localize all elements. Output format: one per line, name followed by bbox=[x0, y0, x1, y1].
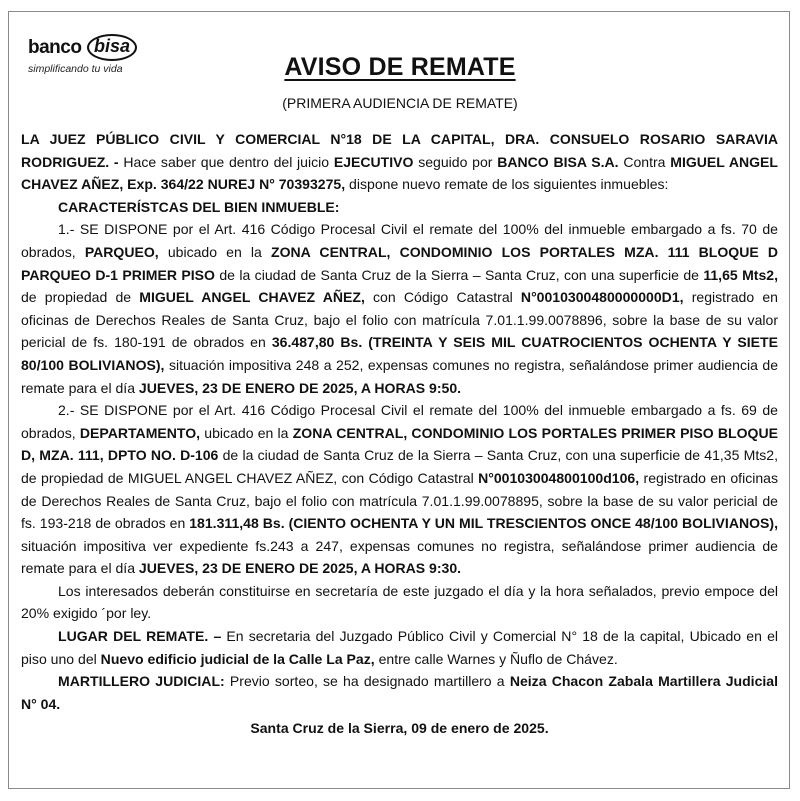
notice-title: AVISO DE REMATE bbox=[284, 53, 516, 81]
notice-subtitle: (PRIMERA AUDIENCIA DE REMATE) bbox=[282, 95, 518, 111]
section-heading: CARACTERÍSTCAS DEL BIEN INMUEBLE: bbox=[58, 198, 340, 215]
place-and-date: Santa Cruz de la Sierra, 09 de enero de 2025. bbox=[250, 720, 549, 737]
logo-tagline: simplificando tu vida bbox=[28, 63, 123, 75]
auctioneer-paragraph: MARTILLERO JUDICIAL: Previo sorteo, se ha designado martillero a Neiza Chacon Zabala Martillera Judicial N° 04. bbox=[21, 673, 779, 712]
debtor-name: MIGUEL ANGEL CHAVEZ AÑEZ, Exp. 364/22 NUREJ N° 70393275, bbox=[21, 153, 779, 193]
property-item-2: 2.- SE DISPONE por el Art. 416 Código Procesal Civil el remate del 100% del inmueble embargado a fs. 69 de obrados, DEPARTAMENTO, ubicado en la ZONA CENTRAL, CONDOMINIO LOS PORTALES PRIMER PISO BLOQUE D, MZA. 111, DPTO NO. D-106 de la ciudad de Santa Cruz de la Sierra – Santa Cruz, con una superficie de 41,35 Mts2, de propiedad de MIGUEL ANGEL CHAVEZ AÑEZ, con Código Catastral N°00103004800100d106, registrado en oficinas de Derechos Reales de Santa Cruz, bajo el folio con matrícula 7.01.1.99.0078895, sobre la base de su valor pericial de fs. 193-218 de obrados en 181.311,48 Bs. (CIENTO OCHENTA Y UN MIL TRESCIENTOS ONCE 48/100 BOLIVIANOS), situación impositiva ver expediente fs.243 a 247, expensas comunes no registra, señalándose primer audiencia de remate para el día JUEVES, 23 DE ENERO DE 2025, A HORAS 9:30. bbox=[21, 402, 778, 577]
interested-parties-paragraph: Los interesados deberán constituirse en secretaría de este juzgado el día y la hora señalados, previo empoce del 20% exigido ´por ley. bbox=[21, 582, 778, 622]
judge-name: LA JUEZ PÚBLICO CIVIL Y COMERCIAL N°18 DE LA CAPITAL, DRA. CONSUELO ROSARIO SARAVIA RODRIGUEZ. - bbox=[21, 131, 778, 170]
case-type: EJECUTIVO bbox=[333, 153, 414, 170]
creditor-name: BANCO BISA S.A. bbox=[497, 153, 619, 170]
property-item-1: 1.- SE DISPONE por el Art. 416 Código Procesal Civil el remate del 100% del inmueble embargado a fs. 70 de obrados, PARQUEO, ubicado en la ZONA CENTRAL, CONDOMINIO LOS PORTALES MZA. 111 BLOQUE D PARQUEO D-1 PRIMER PISO de la ciudad de Santa Cruz de la Sierra – Santa Cruz, con una superficie de 11,65 Mts2, de propiedad de MIGUEL ANGEL CHAVEZ AÑEZ, con Código Catastral N°0010300480000000D1, registrado en oficinas de Derechos Reales de Santa Cruz, bajo el folio con matrícula 7.01.1.99.0078896, sobre la base de su valor pericial de fs. 180-191 de obrados en 36.487,80 Bs. (TREINTA Y SEIS MIL CUATROCIENTOS OCHENTA Y SIETE 80/100 BOLIVIANOS), situación impositiva 248 a 252, expensas comunes no registra, señalándose primer audiencia de remate para el día JUEVES, 23 DE ENERO DE 2025, A HORAS 9:50. bbox=[21, 221, 779, 396]
notice-body bbox=[21, 128, 778, 740]
logo-word-banco: banco bbox=[28, 37, 82, 58]
logo-mark-bisa: bisa bbox=[87, 34, 137, 61]
auction-place-paragraph: LUGAR DEL REMATE. – En secretaria del Juzgado Público Civil y Comercial N° 18 de la capital, Ubicado en el piso uno del Nuevo edificio judicial de la Calle La Paz, entre calle Warnes y Ñuflo de Chávez. bbox=[21, 628, 779, 667]
intro-paragraph: LA JUEZ PÚBLICO CIVIL Y COMERCIAL N°18 DE LA CAPITAL, DRA. CONSUELO ROSARIO SARAVIA RODRIGUEZ. - Hace saber que dentro del juicio EJECUTIVO seguido por BANCO BISA S.A. Contra MIGUEL ANGEL CHAVEZ AÑEZ, Exp. 364/22 NUREJ N° 70393275, dispone nuevo remate de los siguientes inmuebles: bbox=[21, 131, 779, 193]
